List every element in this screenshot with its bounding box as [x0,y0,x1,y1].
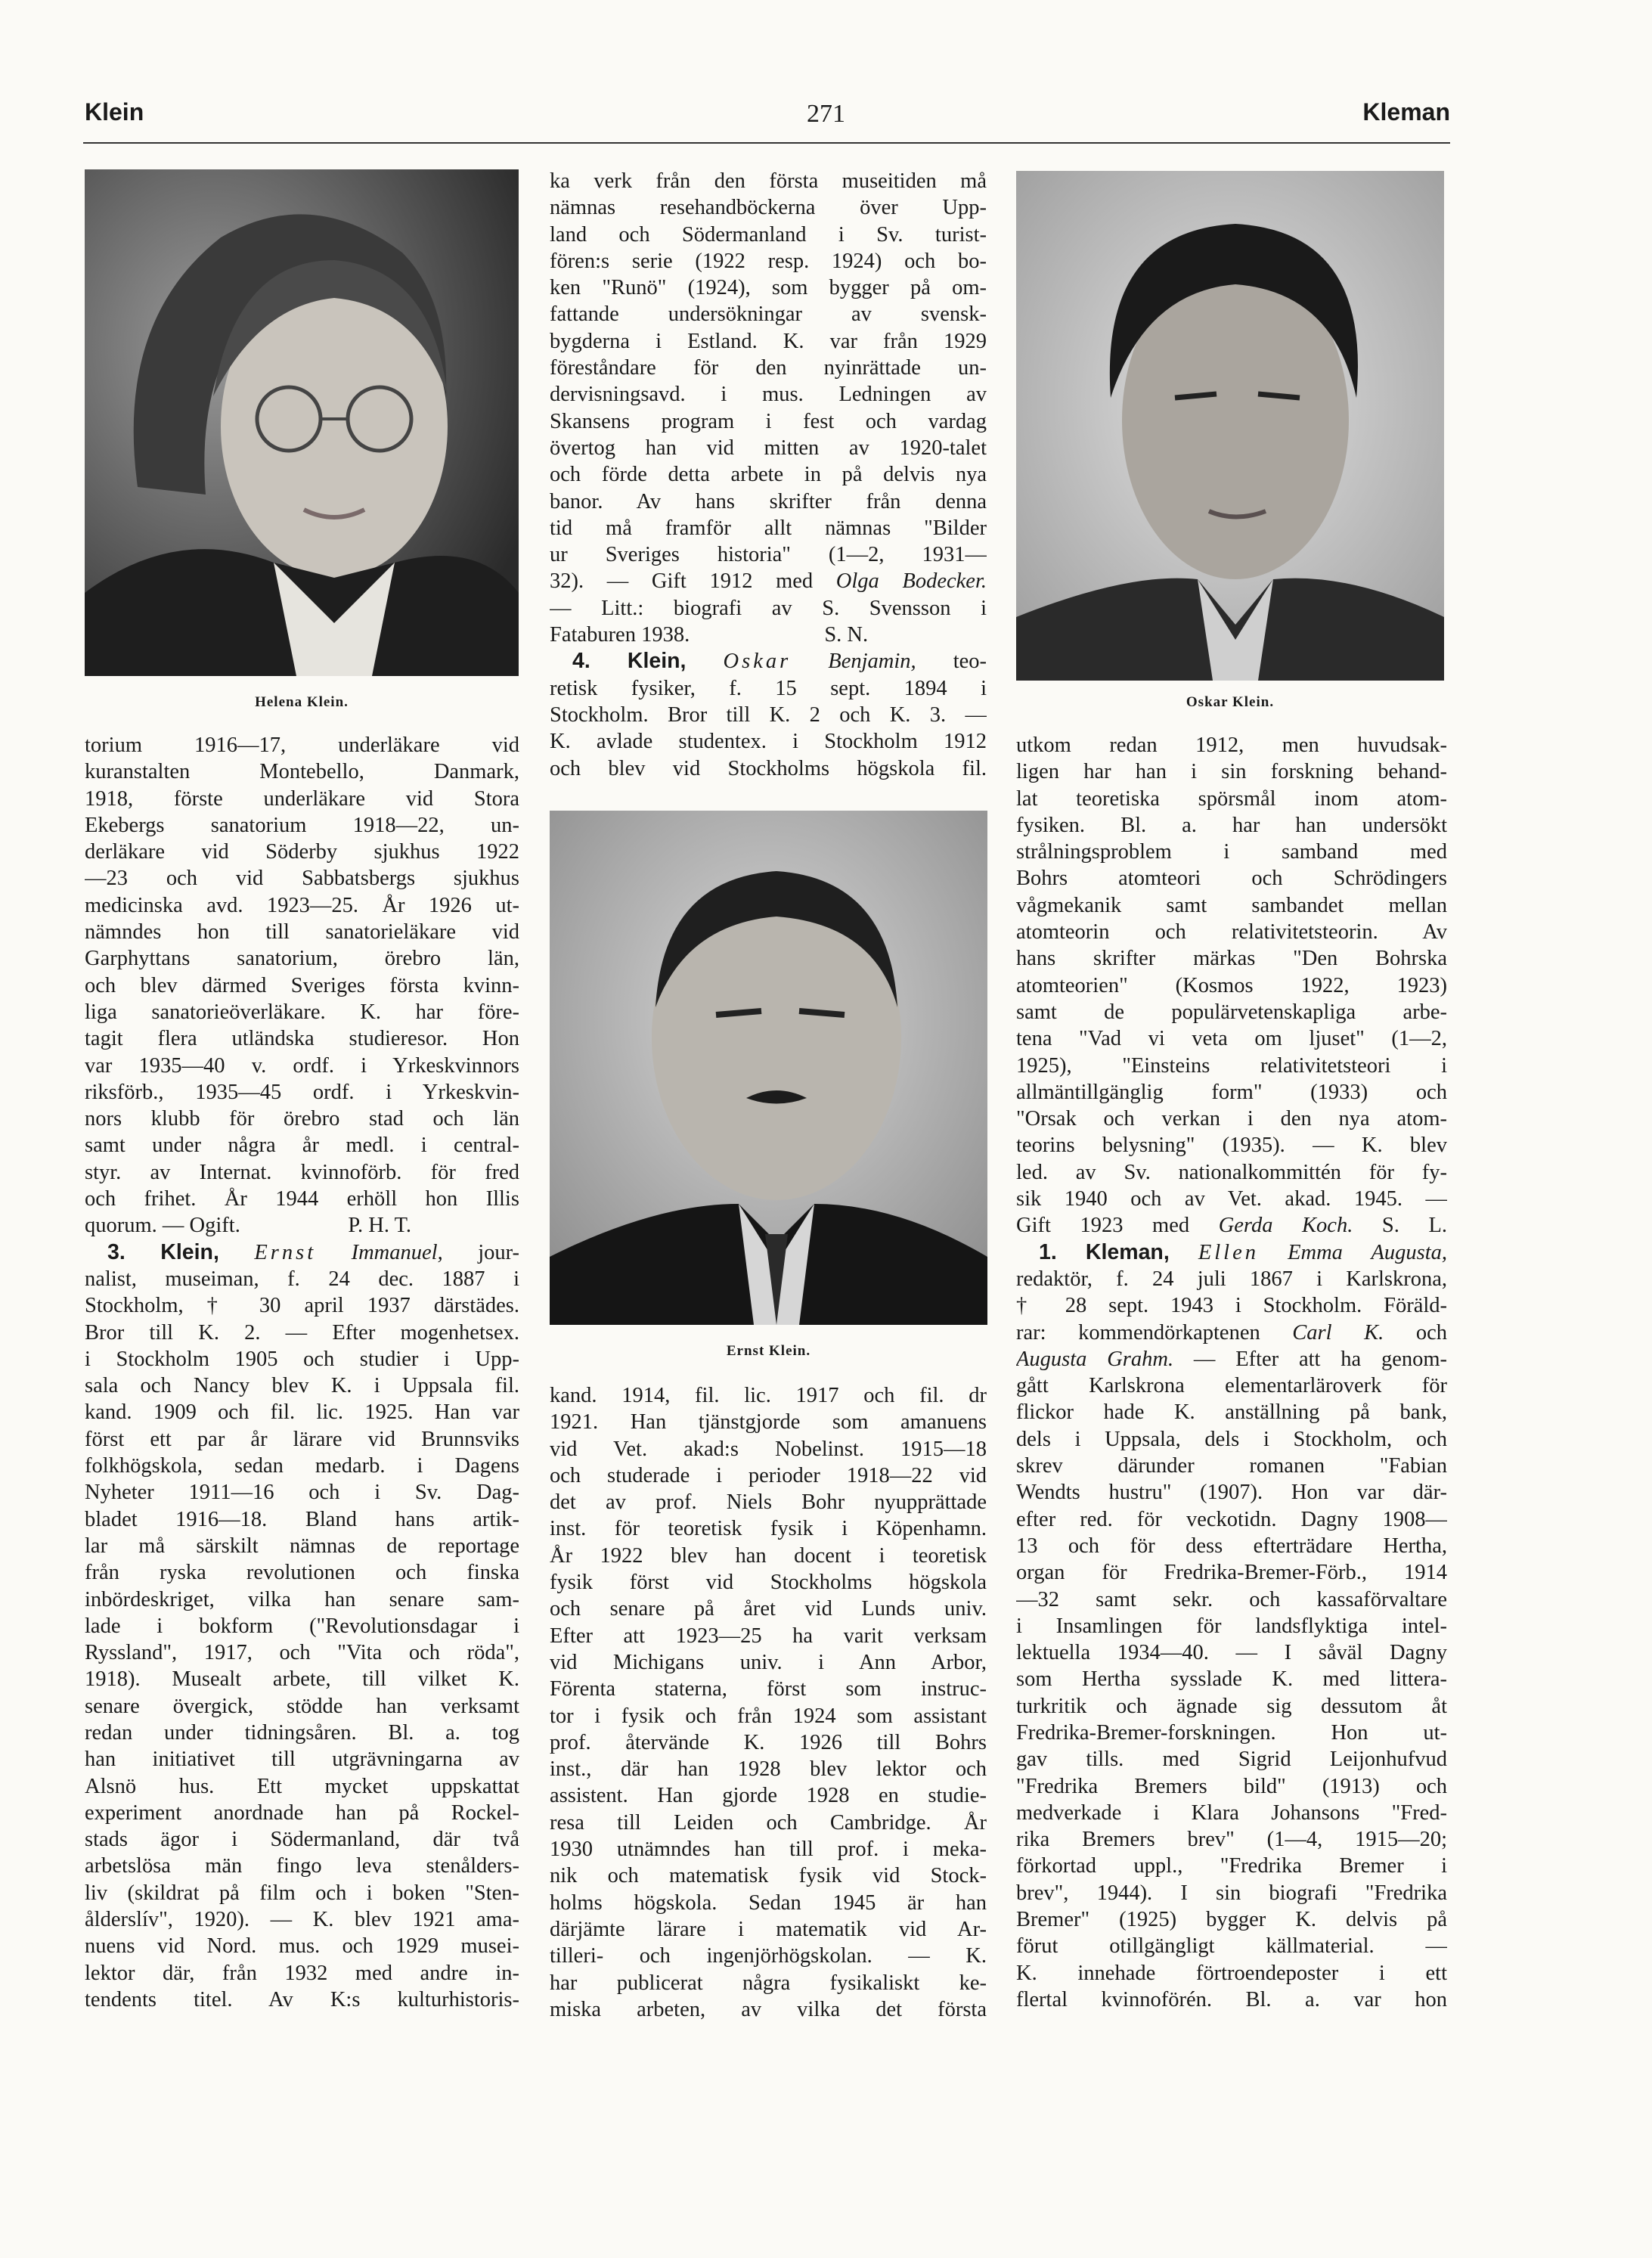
text-line: medicinska avd. 1923—25. År 1926 ut- [85,893,519,917]
kleman1-line5-end: — Efter att ha genom- [1193,1347,1447,1371]
text-line: led. av Sv. nationalkommittén för fy- [1016,1160,1447,1184]
text-line: experiment anordnade han på Rockel- [85,1801,519,1825]
text-line: derläkare vid Söderby sjukhus 1922 [85,840,519,864]
text-line: liv (skildrat på film och i boken "Sten- [85,1881,519,1905]
entry3-continued-text [550,168,987,568]
text-line: vid Michigans univ. i Ann Arbor, [550,1650,987,1674]
text-line: sik 1940 och av Vet. akad. 1945. — [1016,1187,1447,1211]
text-line: styr. av Internat. kvinnoförb. för fred [85,1160,519,1184]
text-line: Stockholm. Bror till K. 2 och K. 3. — [550,703,987,727]
text-line: som Hertha sysslade K. med littera- [1016,1667,1447,1692]
caption-helena: Helena Klein. [255,694,349,710]
caption-ernst: Ernst Klein. [726,1343,811,1359]
text-line: brev", 1944). I sin biografi "Fredrika [1016,1881,1447,1905]
text-line: och senare på året vid Lunds univ. [550,1597,987,1621]
entry3-text [85,1266,519,2013]
text-line: förut otillgängligt källmaterial. — [1016,1934,1447,1959]
text-line: var 1935—40 v. ordf. i Yrkeskvinnors [85,1053,519,1078]
col3-gift-pre: Gift 1923 med [1016,1214,1190,1238]
text-line: nalist, museiman, f. 24 dec. 1887 i [85,1267,519,1291]
entry4-first-rest: teo- [953,650,987,674]
text-line: atomteorien" (Kosmos 1922, 1923) [1016,973,1447,997]
text-line: det av prof. Niels Bohr nyupprättade [550,1490,987,1515]
text-line: dervisningsavd. i mus. Ledningen av [550,383,987,407]
col3-signature: S. L. [1381,1214,1447,1238]
text-line: skrev därunder romanen "Fabian [1016,1454,1447,1478]
portrait-oskar-klein [1016,171,1444,681]
entry4-heading-line [550,648,987,675]
text-line: Bror till K. 2. — Efter mogenhetsex. [85,1320,519,1345]
text-line: flertal kvinnoförén. Bl. a. var hon [1016,1987,1447,2011]
text-line: turkritik och ägnade sig dessutom åt [1016,1694,1447,1718]
text-line: K. avlade studentex. i Stockholm 1912 [550,730,987,754]
text-line: nik och matematisk fysik vid Stock- [550,1864,987,1888]
text-line: År 1922 blev han docent i teoretisk [550,1543,987,1568]
text-line: 13 och för dess efterträdare Hertha, [1016,1534,1447,1558]
text-line: Efter att 1923—25 ha varit verksam [550,1624,987,1648]
text-line: folkhögskola, sedan medarb. i Dagens [85,1454,519,1478]
column-3 [1016,732,1447,2013]
text-line: efter red. för veckotidn. Dagny 1908— [1016,1507,1447,1531]
entry3-given2: Immanuel, [351,1240,443,1264]
text-line: tid må framför allt nämnas "Bilder [550,516,987,540]
text-line: 1918, förste underläkare vid Stora [85,786,519,811]
text-line: föreståndare för den nyinrättade un- [550,356,987,380]
text-line: banor. Av hans skrifter från denna [550,489,987,513]
text-line: övertog han vid mitten av 1920-talet [550,436,987,460]
text-line: hans skrifter märkas "Den Bohrska [1016,947,1447,971]
text-line: K. innehade förtroendeposter i ett [1016,1961,1447,1985]
col2-gift-text: 32). — Gift 1912 med [550,569,814,594]
text-line: Nyheter 1911—16 och i Sv. Dag- [85,1481,519,1505]
text-line: tendents titel. Av K:s kulturhistoris- [85,1987,519,2011]
text-line: och studerade i perioder 1918—22 vid [550,1463,987,1487]
entry4-number: 4. [572,649,590,674]
entry4-name: Klein, [627,649,687,674]
kleman1-line5 [1016,1346,1447,1372]
text-line: utkom redan 1912, men huvudsak- [1016,734,1447,757]
text-line: organ för Fredrika-Bremer-Förb., 1914 [1016,1561,1447,1585]
text-line: lade i bokform ("Revolutionsdagar i [85,1614,519,1638]
text-line: 1930 utnämndes han till prof. i meka- [550,1838,987,1862]
text-line: stads ägor i Södermanland, där två [85,1828,519,1852]
caption-oskar: Oskar Klein. [1186,694,1275,710]
text-line: Fataburen 1938. S. N. [550,623,869,647]
text-line: ligen har han i sin forskning behand- [1016,760,1447,784]
text-line: Garphyttans sanatorium, örebro län, [85,947,519,971]
text-line: holms högskola. Sedan 1945 är han [550,1890,987,1915]
text-line: nuens vid Nord. mus. och 1929 musei- [85,1934,519,1959]
text-line: riksförb., 1935—45 ordf. i Yrkeskvin- [85,1080,519,1104]
kleman1-text [1016,1372,1447,2013]
text-line: flickor hade K. anställning på bank, [1016,1400,1447,1425]
text-line: teorins belysning" (1935). — K. blev [1016,1134,1447,1158]
text-line: lektor där, från 1932 med andre in- [85,1961,519,1985]
text-line: nämnas resehandböckerna över Upp- [550,196,987,220]
kleman1-given2: Emma Augusta, [1288,1240,1447,1264]
text-line: arbetslösa män fingo leva stenålders- [85,1854,519,1878]
text-line: 1921. Han tjänstgjorde som amanuens [550,1410,987,1435]
entry4-given: Oskar [723,650,792,674]
text-line: prof. återvände K. 1926 till Bohrs [550,1730,987,1754]
text-line: inst., där han 1928 blev lektor och [550,1757,987,1782]
text-line: Alsnö hus. Ett mycket uppskattat [85,1774,519,1798]
text-line: ken "Runö" (1924), som bygger på om- [550,276,987,300]
portrait-ernst-klein [550,811,987,1325]
text-line: redan under tidningsåren. Bl. a. tog [85,1720,519,1745]
text-line: Skansens program i fest och vardag [550,409,987,433]
entry4-final-text [1016,732,1447,1212]
col2-wife-name: Olga Bodecker. [835,569,987,594]
text-line: Wendts hustru" (1907). Hon var där- [1016,1481,1447,1505]
text-line: och blev därmed Sveriges första kvinn- [85,973,519,997]
text-line: liga sanatorieöverläkare. K. har före- [85,1000,519,1024]
text-line: —32 samt sekr. och kassaförvaltare [1016,1587,1447,1611]
text-line: sala och Nancy blev K. i Uppsala fil. [85,1374,519,1398]
text-line: assistent. Han gjorde 1928 en studie- [550,1784,987,1808]
text-line: och blev vid Stockholms högskola fil. [550,756,987,780]
entry3-name: Klein, [160,1239,219,1264]
entry4-text [550,675,987,782]
text-line: kuranstalten Montebello, Danmark, [85,760,519,784]
column-2-top [550,168,987,782]
text-line: allmäntillgänglig form" (1933) och [1016,1080,1447,1104]
text-line: kand. 1909 och fil. lic. 1925. Han var [85,1400,519,1425]
kleman1-number: 1. [1039,1239,1057,1264]
text-line: först ett par år lärare vid Brunnsviks [85,1427,519,1451]
text-line: "Orsak och verkan i den nya atom- [1016,1107,1447,1131]
text-line: och frihet. År 1944 erhöll hon Illis [85,1187,519,1211]
kleman1-parents-label: rar: kommendörkaptenen [1016,1320,1260,1345]
kleman1-line2: redaktör, f. 24 juli 1867 i Karlskrona, [1016,1267,1447,1291]
text-line: tagit flera utländska studieresor. Hon [85,1027,519,1051]
kleman1-given: Ellen [1198,1240,1259,1264]
running-head-left: Klein [85,98,144,126]
text-line: har publicerat några fysikaliskt ke- [550,1971,987,1995]
text-line: "Fredrika Bremers bild" (1913) och [1016,1774,1447,1798]
text-line: atomteorin och relativitetsteorin. Av [1016,920,1447,944]
kleman1-line4 [1016,1320,1447,1346]
entry3-literature [550,595,987,649]
text-line: ka verk från den första museitiden må [550,169,987,193]
text-line: nors klubb för örebro stad och län [85,1107,519,1131]
text-line: Ryssland", 1917, och "Vita och röda", [85,1641,519,1665]
text-line: — Litt.: biografi av S. Svensson i [550,596,987,620]
kleman1-mother: Augusta Grahm. [1016,1347,1174,1371]
running-head-right: Kleman [1362,98,1450,126]
text-line: nämndes hon till sanatorieläkare vid [85,920,519,944]
text-line: quorum. — Ogift. P. H. T. [85,1214,411,1238]
col3-gift-line [1016,1212,1447,1239]
text-line: lektuella 1934—40. — I såväl Dagny [1016,1641,1447,1665]
text-line: Förenta staterna, först som instruc- [550,1677,987,1701]
portrait-helena-klein [85,169,519,676]
kleman1-heading-line [1016,1239,1447,1266]
text-line: Ekebergs sanatorium 1918—22, un- [85,813,519,837]
text-line: land och Södermanland i Sv. turist- [550,222,987,247]
text-line: förkortad uppl., "Fredrika Bremer i [1016,1854,1447,1878]
column-1 [85,732,519,2013]
kleman1-line3: † 28 sept. 1943 i Stockholm. Föräld- [1016,1294,1447,1318]
text-line: Stockholm, † 30 april 1937 därstädes. [85,1294,519,1318]
text-line: 1918). Musealt arbete, till vilket K. [85,1667,519,1692]
text-line: resa till Leiden och Cambridge. År [550,1810,987,1835]
text-line: rika Bremers brev" (1—4, 1915—20; [1016,1828,1447,1852]
text-line: fysiken. Bl. a. har han undersökt [1016,813,1447,837]
entry3-first-rest: jour- [478,1240,519,1264]
page-number: 271 [807,100,845,128]
text-line: och förde detta arbete in på delvis nya [550,463,987,487]
header-rule [83,142,1450,144]
text-line: i Stockholm 1905 och studier i Upp- [85,1347,519,1371]
text-line: senare övergick, stödde han verksamt [85,1694,519,1718]
text-line: medverkade i Klara Johansons "Fred- [1016,1801,1447,1825]
column-2-bottom [550,1382,987,2023]
text-line: gått Karlskrona elementarläroverk för [1016,1374,1447,1398]
text-line: tena "Vad vi veta om ljuset" (1—2, [1016,1027,1447,1051]
text-line: —23 och vid Sabbatsbergs sjukhus [85,867,519,891]
text-line: Fredrika-Bremer-forskningen. Hon ut- [1016,1720,1447,1745]
text-line: fysik först vid Stockholms högskola [550,1571,987,1595]
text-line: ålderslív", 1920). — K. blev 1921 ama- [85,1908,519,1932]
text-line: lar må särskilt nämnas de reportage [85,1534,519,1558]
kleman1-name: Kleman, [1085,1239,1170,1264]
kleman1-father: Carl K. [1292,1320,1384,1345]
kleman1-and: och [1415,1320,1447,1345]
text-line: torium 1916—17, underläkare vid [85,734,519,757]
col2-wife-line [550,568,987,594]
text-line: ur Sveriges historia" (1—2, 1931— [550,543,987,567]
entry3-given: Ernst [254,1240,317,1264]
text-line: fören:s serie (1922 resp. 1924) och bo- [550,249,987,273]
text-line: bladet 1916—18. Bland hans artik- [85,1507,519,1531]
text-line: han initiativet till utgrävningarna av [85,1748,519,1772]
text-line: 1925), "Einsteins relativitetsteori i [1016,1053,1447,1078]
entry4-given2: Benjamin, [828,650,916,674]
text-line: dels i Uppsala, dels i Stockholm, och [1016,1427,1447,1451]
text-line: tilleri- och ingenjörhögskolan. — K. [550,1944,987,1968]
text-line: lat teoretiska spörsmål inom atom- [1016,786,1447,811]
text-line: samt de populärvetenskapliga arbe- [1016,1000,1447,1024]
text-line: samt under några år medl. i central- [85,1134,519,1158]
text-line: inst. för teoretisk fysik i Köpenhamn. [550,1517,987,1541]
text-line: gav tills. med Sigrid Leijonhufvud [1016,1748,1447,1772]
text-line: från ryska revolutionen och finska [85,1561,519,1585]
entry4-continued-text [550,1382,987,2023]
text-line: kand. 1914, fil. lic. 1917 och fil. dr [550,1384,987,1407]
text-line: Bremer" (1925) bygger K. delvis på [1016,1908,1447,1932]
text-line: därjämte lärare i matematik vid Ar- [550,1917,987,1941]
helena-entry-text [85,732,519,1239]
entry3-number: 3. [107,1239,126,1264]
text-line: miska arbeten, av vilka det första [550,1997,987,2021]
text-line: i Insamlingen för landsflyktiga intel- [1016,1614,1447,1638]
text-line: Bohrs atomteori och Schrödingers [1016,867,1447,891]
text-line: inbördeskriget, vilka han senare sam- [85,1587,519,1611]
col3-gift-name: Gerda Koch. [1218,1214,1353,1238]
text-line: strålningsproblem i samband med [1016,840,1447,864]
text-line: bygderna i Estland. K. var från 1929 [550,329,987,353]
text-line: vid Vet. akad:s Nobelinst. 1915—18 [550,1437,987,1461]
text-line: vågmekanik samt sambandet mellan [1016,893,1447,917]
text-line: fattande undersökningar av svensk- [550,302,987,327]
text-line: tor i fysik och från 1924 som assistant [550,1704,987,1728]
text-line: retisk fysiker, f. 15 sept. 1894 i [550,676,987,700]
entry3-heading-line [85,1239,519,1266]
